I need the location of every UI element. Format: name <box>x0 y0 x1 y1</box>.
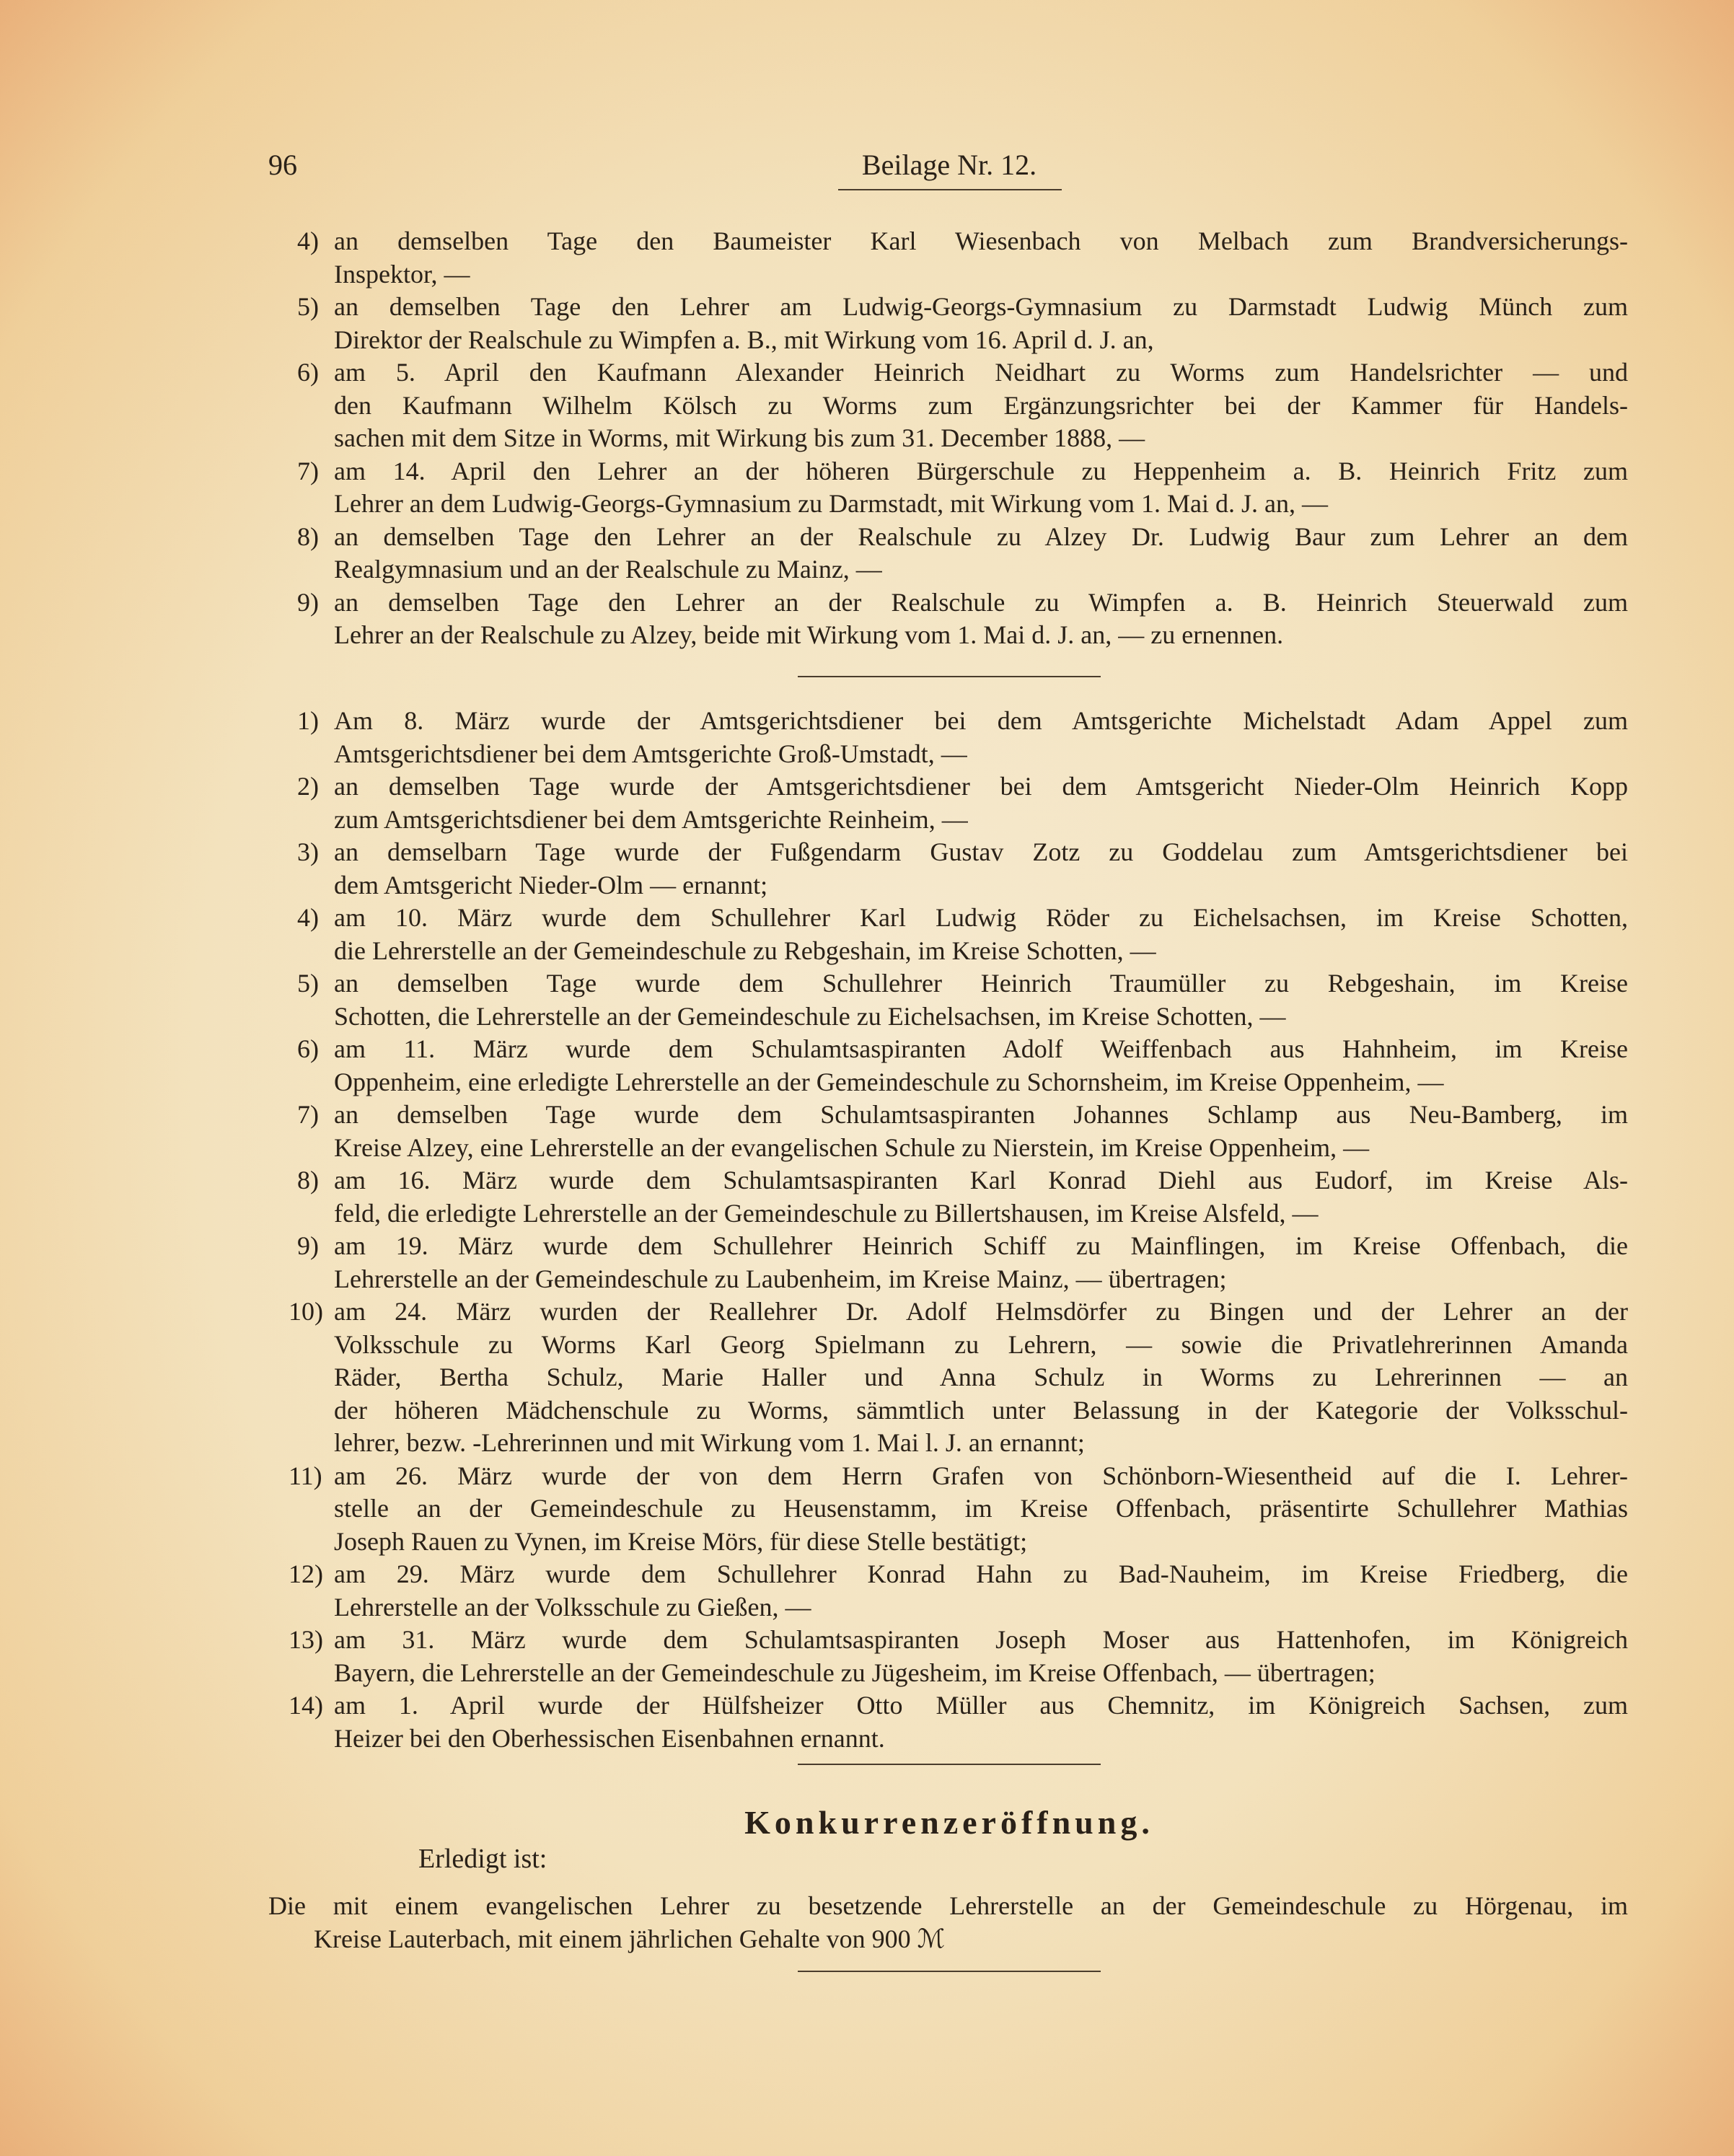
text-line: Die mit einem evangelischen Lehrer zu besetzende Lehrerstelle an der Gemeindeschule zu Hörgenau, im <box>268 1891 1628 1920</box>
text-line: Heizer bei den Oberhessischen Eisenbahnen ernannt. <box>334 1723 885 1753</box>
item-number: 11) <box>289 1461 322 1490</box>
list-item <box>289 1689 1628 1755</box>
item-number: 9) <box>297 1231 319 1260</box>
text-line: am 5. April den Kaufmann Alexander Heinrich Neidhart zu Worms zum Handelsrichter — und <box>334 358 1628 387</box>
text-line: Inspektor, — <box>334 259 470 289</box>
text-line: zum Amtsgerichtsdiener bei dem Amtsgerichte Reinheim, — <box>334 804 968 834</box>
list-item <box>289 586 1628 652</box>
text-line: Lehrerstelle an der Volksschule zu Gießen, — <box>334 1592 811 1622</box>
text-line: am 26. März wurde der von dem Herrn Grafen von Schönborn-Wiesentheid auf die I. Lehrer- <box>334 1461 1628 1490</box>
text-line: am 10. März wurde dem Schullehrer Karl Ludwig Röder zu Eichelsachsen, im Kreise Schotten, <box>334 903 1628 932</box>
list-item <box>289 356 1628 455</box>
text-line: Kreise Lauterbach, mit einem jährlichen Gehalte von 900 ℳ <box>314 1924 946 1953</box>
text-line: an demselben Tage den Lehrer an der Realschule zu Wimpfen a. B. Heinrich Steuerwald zum <box>334 587 1628 617</box>
list-item <box>289 770 1628 836</box>
item-number: 5) <box>297 969 319 998</box>
text-line: an demselben Tage wurde dem Schulamtsaspiranten Johannes Schlamp aus Neu-Bamberg, im <box>334 1100 1628 1129</box>
item-number: 7) <box>297 456 319 485</box>
text-line: Oppenheim, eine erledigte Lehrerstelle an der Gemeindeschule zu Schornsheim, im Kreise Oppenheim, — <box>334 1067 1444 1096</box>
text-line: stelle an der Gemeindeschule zu Heusenstamm, im Kreise Offenbach, präsentirte Schullehrer Mathias <box>334 1494 1628 1523</box>
text-line: sachen mit dem Sitze in Worms, mit Wirkung bis zum 31. December 1888, — <box>334 423 1145 452</box>
list-item <box>289 225 1628 291</box>
item-number: 8) <box>297 522 319 551</box>
list-item <box>289 967 1628 1033</box>
item-number: 9) <box>297 587 319 617</box>
page-number: 96 <box>268 149 297 181</box>
text-line: an demselbarn Tage wurde der Fußgendarm Gustav Zotz zu Goddelau zum Amtsgerichtsdiener bei <box>334 837 1628 866</box>
item-number: 4) <box>297 903 319 932</box>
title-underline <box>838 189 1062 190</box>
text-line: am 31. März wurde dem Schulamtsaspiranten Joseph Moser aus Hattenhofen, im Königreich <box>334 1625 1628 1654</box>
text-line: feld, die erledigte Lehrerstelle an der Gemeindeschule zu Billertshausen, im Kreise Alsfeld, — <box>334 1198 1319 1228</box>
page-title: Beilage Nr. 12. <box>861 149 1037 181</box>
text-line: am 11. März wurde dem Schulamtsaspiranten Adolf Weiffenbach aus Hahnheim, im Kreise <box>334 1034 1628 1063</box>
list-item <box>289 1460 1628 1559</box>
list-item <box>289 705 1628 770</box>
item-number: 3) <box>297 837 319 866</box>
item-number: 8) <box>297 1166 319 1194</box>
text-line: Amtsgerichtsdiener bei dem Amtsgerichte Groß-Umstadt, — <box>334 739 967 768</box>
list-item <box>289 1558 1628 1624</box>
list-item <box>289 291 1628 356</box>
appointments-block-1 <box>289 225 1628 652</box>
section-subheading: Erledigt ist: <box>418 1844 547 1874</box>
text-line: der höheren Mädchenschule zu Worms, sämmtlich unter Belassung in der Kategorie der Volksschul- <box>334 1395 1628 1425</box>
text-line: dem Amtsgericht Nieder-Olm — ernannt; <box>334 870 768 899</box>
text-line: die Lehrerstelle an der Gemeindeschule zu Rebgeshain, im Kreise Schotten, — <box>334 936 1156 965</box>
text-line: am 1. April wurde der Hülfsheizer Otto Müller aus Chemnitz, im Königreich Sachsen, zum <box>334 1691 1628 1720</box>
appointments-block-2 <box>289 705 1628 1755</box>
text-line: Kreise Alzey, eine Lehrerstelle an der evangelischen Schule zu Nierstein, im Kreise Oppenheim, — <box>334 1132 1370 1162</box>
section-heading: Konkurrenzeröffnung. <box>744 1804 1154 1841</box>
text-line: an demselben Tage wurde dem Schullehrer Heinrich Traumüller zu Rebgeshain, im Kreise <box>334 969 1628 998</box>
item-number: 10) <box>289 1297 323 1326</box>
item-number: 12) <box>289 1559 323 1588</box>
text-line: Räder, Bertha Schulz, Marie Haller und Anna Schulz in Worms zu Lehrerinnen — an <box>334 1363 1628 1391</box>
text-line: Schotten, die Lehrerstelle an der Gemeindeschule zu Eichelsachsen, im Kreise Schotten, — <box>334 1001 1286 1031</box>
list-item <box>289 1033 1628 1099</box>
text-line: am 29. März wurde dem Schullehrer Konrad Hahn zu Bad-Nauheim, im Kreise Friedberg, die <box>334 1559 1628 1588</box>
text-line: an demselben Tage den Lehrer am Ludwig-Georgs-Gymnasium zu Darmstadt Ludwig Münch zum <box>334 292 1628 321</box>
item-number: 6) <box>297 358 319 387</box>
list-item <box>289 1164 1628 1230</box>
list-item <box>289 1099 1628 1164</box>
text-line: Joseph Rauen zu Vynen, im Kreise Mörs, für diese Stelle bestätigt; <box>334 1526 1028 1556</box>
item-number: 13) <box>289 1625 323 1654</box>
text-line: an demselben Tage wurde der Amtsgerichtsdiener bei dem Amtsgericht Nieder-Olm Heinrich Kopp <box>334 772 1628 801</box>
item-number: 7) <box>297 1100 319 1129</box>
item-number: 14) <box>289 1691 323 1720</box>
section-divider <box>798 1971 1101 1972</box>
list-item <box>289 902 1628 967</box>
list-item <box>289 455 1628 521</box>
text-line: Lehrerstelle an der Gemeindeschule zu Laubenheim, im Kreise Mainz, — übertragen; <box>334 1264 1227 1293</box>
list-item <box>289 836 1628 902</box>
text-line: Lehrer an dem Ludwig-Georgs-Gymnasium zu Darmstadt, mit Wirkung vom 1. Mai d. J. an, — <box>334 489 1328 518</box>
vacancy-paragraph <box>268 1890 1628 1955</box>
text-line: den Kaufmann Wilhelm Kölsch zu Worms zum Ergänzungsrichter bei der Kammer für Handels- <box>334 390 1628 420</box>
text-line: an demselben Tage den Lehrer an der Realschule zu Alzey Dr. Ludwig Baur zum Lehrer an dem <box>334 522 1628 551</box>
text-line: Lehrer an der Realschule zu Alzey, beide mit Wirkung vom 1. Mai d. J. an, — zu ernennen. <box>334 620 1284 649</box>
text-line: Direktor der Realschule zu Wimpfen a. B., mit Wirkung vom 16. April d. J. an, <box>334 325 1154 354</box>
item-number: 4) <box>297 226 319 255</box>
text-line: lehrer, bezw. -Lehrerinnen und mit Wirkung vom 1. Mai l. J. an ernannt; <box>334 1428 1085 1457</box>
section-divider <box>798 676 1101 677</box>
list-item <box>289 1230 1628 1295</box>
text-line: am 24. März wurden der Reallehrer Dr. Adolf Helmsdörfer zu Bingen und der Lehrer an der <box>334 1297 1628 1326</box>
text-line: Bayern, die Lehrerstelle an der Gemeindeschule zu Jügesheim, im Kreise Offenbach, — übertragen; <box>334 1658 1376 1687</box>
text-line: an demselben Tage den Baumeister Karl Wiesenbach von Melbach zum Brandversicherungs- <box>334 226 1628 255</box>
item-number: 1) <box>297 706 319 735</box>
section-divider <box>798 1764 1101 1765</box>
text-line: am 14. April den Lehrer an der höheren Bürgerschule zu Heppenheim a. B. Heinrich Fritz zum <box>334 456 1628 485</box>
text-line: Realgymnasium und an der Realschule zu Mainz, — <box>334 555 882 584</box>
item-number: 2) <box>297 772 319 801</box>
item-number: 5) <box>297 292 319 321</box>
text-line: Volksschule zu Worms Karl Georg Spielmann zu Lehrern, — sowie die Privatlehrerinnen Amanda <box>334 1329 1628 1359</box>
text-line: am 16. März wurde dem Schulamtsaspiranten Karl Konrad Diehl aus Eudorf, im Kreise Als- <box>334 1166 1628 1194</box>
list-item <box>289 521 1628 586</box>
text-line: am 19. März wurde dem Schullehrer Heinrich Schiff zu Mainflingen, im Kreise Offenbach, die <box>334 1231 1628 1260</box>
list-item <box>289 1295 1628 1460</box>
text-line: Am 8. März wurde der Amtsgerichtsdiener bei dem Amtsgerichte Michelstadt Adam Appel zum <box>334 706 1628 735</box>
item-number: 6) <box>297 1034 319 1063</box>
list-item <box>289 1624 1628 1689</box>
